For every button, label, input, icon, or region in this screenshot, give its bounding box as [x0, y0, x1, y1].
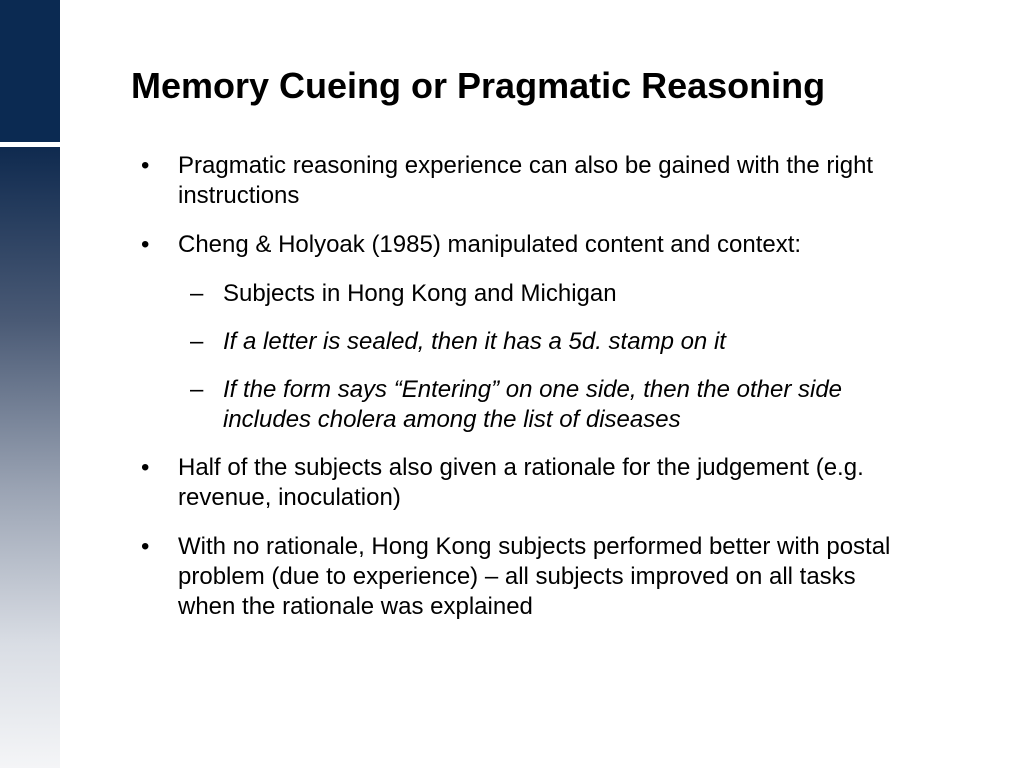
bullet-item	[137, 230, 917, 260]
sidebar-accent-bar	[0, 0, 60, 142]
slide-title: Memory Cueing or Pragmatic Reasoning	[131, 65, 826, 106]
bullet-marker: •	[141, 231, 150, 258]
bullet-item	[137, 532, 917, 622]
dash-marker: –	[190, 280, 204, 307]
bullet-text: Cheng & Holyoak (1985) manipulated content and context:	[178, 231, 802, 258]
sub-bullet-item	[137, 375, 917, 435]
bullet-item	[137, 453, 917, 513]
bullet-marker: •	[141, 533, 150, 560]
bullet-item	[137, 151, 917, 211]
sub-bullet-text: Subjects in Hong Kong and Michigan	[223, 280, 617, 307]
bullet-marker: •	[141, 152, 150, 179]
sub-bullet-item	[137, 327, 917, 357]
bullet-text: With no rationale, Hong Kong subjects performed better with postal problem (due to experience) – all subjects improved on all tasks when the rationale was explained	[178, 533, 891, 620]
bullet-marker: •	[141, 454, 150, 481]
sub-bullet-item	[137, 279, 917, 309]
sub-bullet-text: If the form says “Entering” on one side, then the other side includes cholera among the list of diseases	[223, 376, 843, 433]
bullet-list	[137, 151, 917, 641]
bullet-text: Half of the subjects also given a rationale for the judgement (e.g. revenue, inoculation)	[178, 454, 864, 511]
dash-marker: –	[190, 376, 204, 403]
sub-bullet-text: If a letter is sealed, then it has a 5d. stamp on it	[223, 328, 726, 355]
bullet-text: Pragmatic reasoning experience can also be gained with the right instructions	[178, 152, 874, 209]
dash-marker: –	[190, 328, 204, 355]
sidebar-gradient-bar	[0, 147, 60, 768]
